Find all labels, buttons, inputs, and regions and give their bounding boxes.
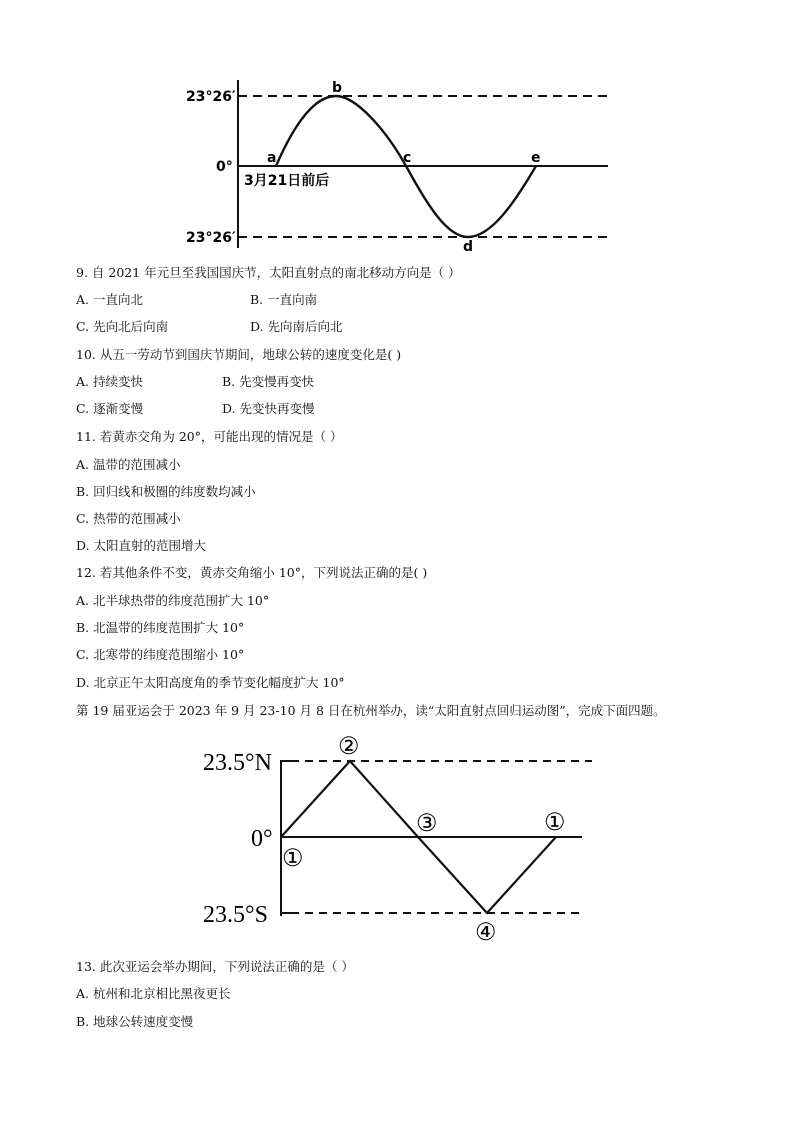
q13-option-b: B. 地球公转速度变慢	[76, 1014, 194, 1029]
marker-2: ②	[338, 734, 360, 760]
q9-option-b: B. 一直向南	[250, 292, 318, 307]
fig1-top-label: 23°26′	[186, 89, 236, 105]
marker-1-left: ①	[282, 846, 304, 872]
point-b-label: b	[332, 80, 343, 96]
q10-option-a: A. 持续变快	[76, 374, 143, 389]
point-a-label: a	[267, 150, 277, 166]
q12-option-b: B. 北温带的纬度范围扩大 10°	[76, 620, 245, 635]
q11-option-b: B. 回归线和极圈的纬度数均减小	[76, 484, 256, 499]
fig1-bottom-label: 23°26′	[186, 230, 236, 246]
q10-option-d: D. 先变快再变慢	[222, 401, 315, 416]
q13-option-a: A. 杭州和北京相比黑夜更长	[76, 986, 231, 1001]
q9-option-d: D. 先向南后向北	[250, 319, 343, 334]
point-e-label: e	[531, 150, 541, 166]
intro-text: 第 19 届亚运会于 2023 年 9 月 23-10 月 8 日在杭州举办，读“太阳直射点回归运动图”，完成下面四题。	[76, 703, 666, 718]
q10-option-b: B. 先变慢再变快	[222, 374, 315, 389]
q11-stem: 11. 若黄赤交角为 20°，可能出现的情况是（ ）	[76, 429, 343, 444]
q10-option-c: C. 逐渐变慢	[76, 401, 144, 416]
solar-declination-sine-figure	[0, 0, 794, 260]
q12-option-c: C. 北寒带的纬度范围缩小 10°	[76, 647, 245, 662]
q10-stem: 10. 从五一劳动节到国庆节期间，地球公转的速度变化是( )	[76, 347, 402, 362]
q9-stem: 9. 自 2021 年元旦至我国国庆节，太阳直射点的南北移动方向是（ ）	[76, 265, 461, 280]
q9-option-c: C. 先向北后向南	[76, 319, 169, 334]
marker-4: ④	[475, 920, 497, 946]
q11-option-d: D. 太阳直射的范围增大	[76, 538, 207, 553]
fig2-mid-label: 0°	[251, 826, 273, 852]
q12-option-a: A. 北半球热带的纬度范围扩大 10°	[76, 593, 270, 608]
q9-option-a: A. 一直向北	[76, 292, 143, 307]
fig2-bottom-label: 23.5°S	[203, 902, 268, 928]
q12-option-d: D. 北京正午太阳高度角的季节变化幅度扩大 10°	[76, 675, 345, 690]
q11-option-a: A. 温带的范围减小	[76, 457, 181, 472]
point-c-label: c	[403, 150, 412, 166]
marker-1-right: ①	[544, 810, 566, 836]
solar-migration-zigzag-figure	[0, 726, 794, 956]
q12-stem: 12. 若其他条件不变，黄赤交角缩小 10°，下列说法正确的是( )	[76, 565, 428, 580]
fig1-mid-label: 0°	[216, 159, 233, 175]
q13-stem: 13. 此次亚运会举办期间，下列说法正确的是（ ）	[76, 959, 354, 974]
q11-option-c: C. 热带的范围减小	[76, 511, 181, 526]
fig2-top-label: 23.5°N	[203, 750, 272, 776]
marker-3: ③	[416, 811, 438, 837]
point-d-label: d	[463, 239, 474, 255]
date-label: 3月21日前后	[244, 173, 330, 189]
